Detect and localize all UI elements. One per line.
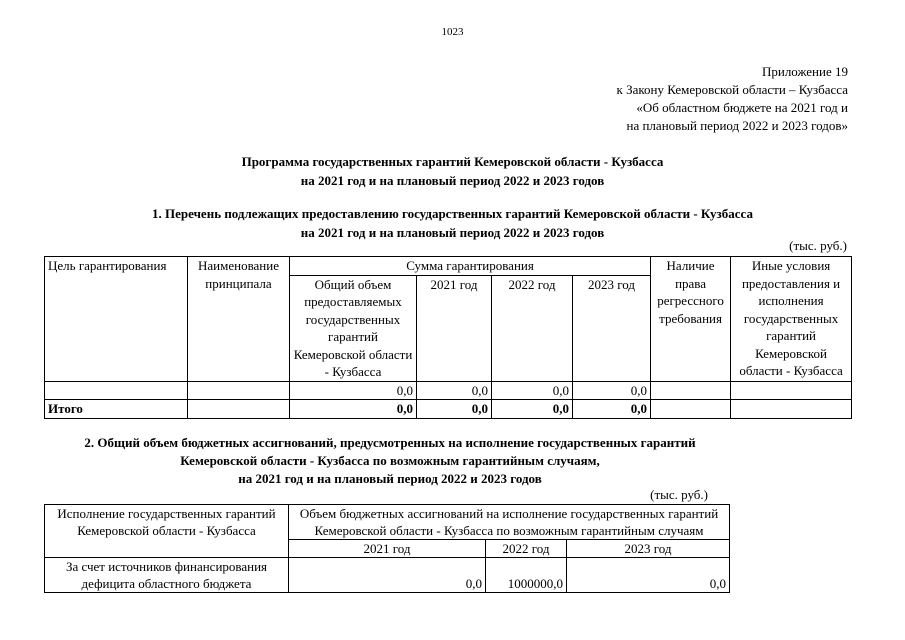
cell-empty: [731, 381, 852, 400]
header-year-2023: 2023 год: [573, 275, 651, 381]
cell-2023: 0,0: [567, 558, 730, 593]
cell-2021: 0,0: [417, 381, 492, 400]
appendix-line: Приложение 19: [761, 64, 848, 79]
appendix-line: на плановый период 2022 и 2023 годов»: [626, 118, 848, 133]
cell-empty: [651, 381, 731, 400]
guarantees-table: [44, 256, 852, 419]
header-year-2021: 2021 год: [289, 540, 486, 558]
units-label: (тыс. руб.): [650, 487, 708, 502]
itogo-2022: 0,0: [492, 400, 573, 419]
section2-heading-line: Кемеровской области - Кузбасса по возможным гарантийным случаям,: [180, 453, 600, 468]
cell-2022: 0,0: [492, 381, 573, 400]
total-row: [45, 400, 852, 419]
header-total-volume: Общий объем предоставляемых государственных гарантий Кемеровской области - Кузбасса: [290, 275, 417, 381]
section2-heading-line: 2. Общий объем бюджетных ассигнований, предусмотренных на исполнение государственных гарантий: [84, 435, 696, 450]
header-volume: Объем бюджетных ассигнований на исполнение государственных гарантий Кемеровской области - Кузбасса по возможным гарантийным случаям: [289, 505, 730, 540]
appendix-line: «Об областном бюджете на 2021 год и: [636, 100, 848, 115]
cell-2021: 0,0: [289, 558, 486, 593]
document-title: [0, 152, 905, 190]
title-line: на 2021 год и на плановый период 2022 и 2023 годов: [300, 173, 605, 188]
row-label: За счет источников финансирования дефицита областного бюджета: [45, 558, 289, 593]
cell-empty: [188, 381, 290, 400]
header-other-conditions: Иные условия предоставления и исполнения государственных гарантий Кемеровской области - Кузбасса: [731, 257, 852, 382]
section1-heading-line: на 2021 год и на плановый период 2022 и 2023 годов: [300, 225, 605, 240]
itogo-2021: 0,0: [417, 400, 492, 419]
cell-2023: 0,0: [573, 381, 651, 400]
header-year-2022: 2022 год: [486, 540, 567, 558]
itogo-label: Итого: [45, 400, 188, 419]
header-principal: Наименование принципала: [188, 257, 290, 382]
section1-heading: [0, 204, 905, 242]
header-sum: Сумма гарантирования: [290, 257, 651, 276]
units-label: (тыс. руб.): [789, 238, 847, 253]
appendix-note: [617, 63, 849, 135]
header-regress: Наличие права регрессного требования: [651, 257, 731, 382]
header-goal: Цель гарантирования: [45, 257, 188, 382]
appendix-line: к Закону Кемеровской области – Кузбасса: [616, 82, 848, 97]
section2-heading-line: на 2021 год и на плановый период 2022 и 2023 годов: [238, 471, 542, 486]
cell-empty: [188, 400, 290, 419]
section1-heading-line: 1. Перечень подлежащих предоставлению государственных гарантий Кемеровской области - Кузбасса: [152, 206, 753, 221]
cell-empty: [651, 400, 731, 419]
cell-2022: 1000000,0: [486, 558, 567, 593]
section2-heading: [0, 434, 780, 488]
header-execution: Исполнение государственных гарантий Кемеровской области - Кузбасса: [45, 505, 289, 558]
itogo-2023: 0,0: [573, 400, 651, 419]
cell-empty: [731, 400, 852, 419]
header-year-2022: 2022 год: [492, 275, 573, 381]
table-row: [45, 558, 730, 593]
header-year-2023: 2023 год: [567, 540, 730, 558]
cell-total: 0,0: [290, 381, 417, 400]
cell-empty: [45, 381, 188, 400]
table-row: [45, 381, 852, 400]
header-year-2021: 2021 год: [417, 275, 492, 381]
allocations-table: [44, 504, 730, 593]
title-line: Программа государственных гарантий Кемеровской области - Кузбасса: [241, 154, 664, 169]
itogo-total: 0,0: [290, 400, 417, 419]
page-number: 1023: [441, 26, 464, 38]
